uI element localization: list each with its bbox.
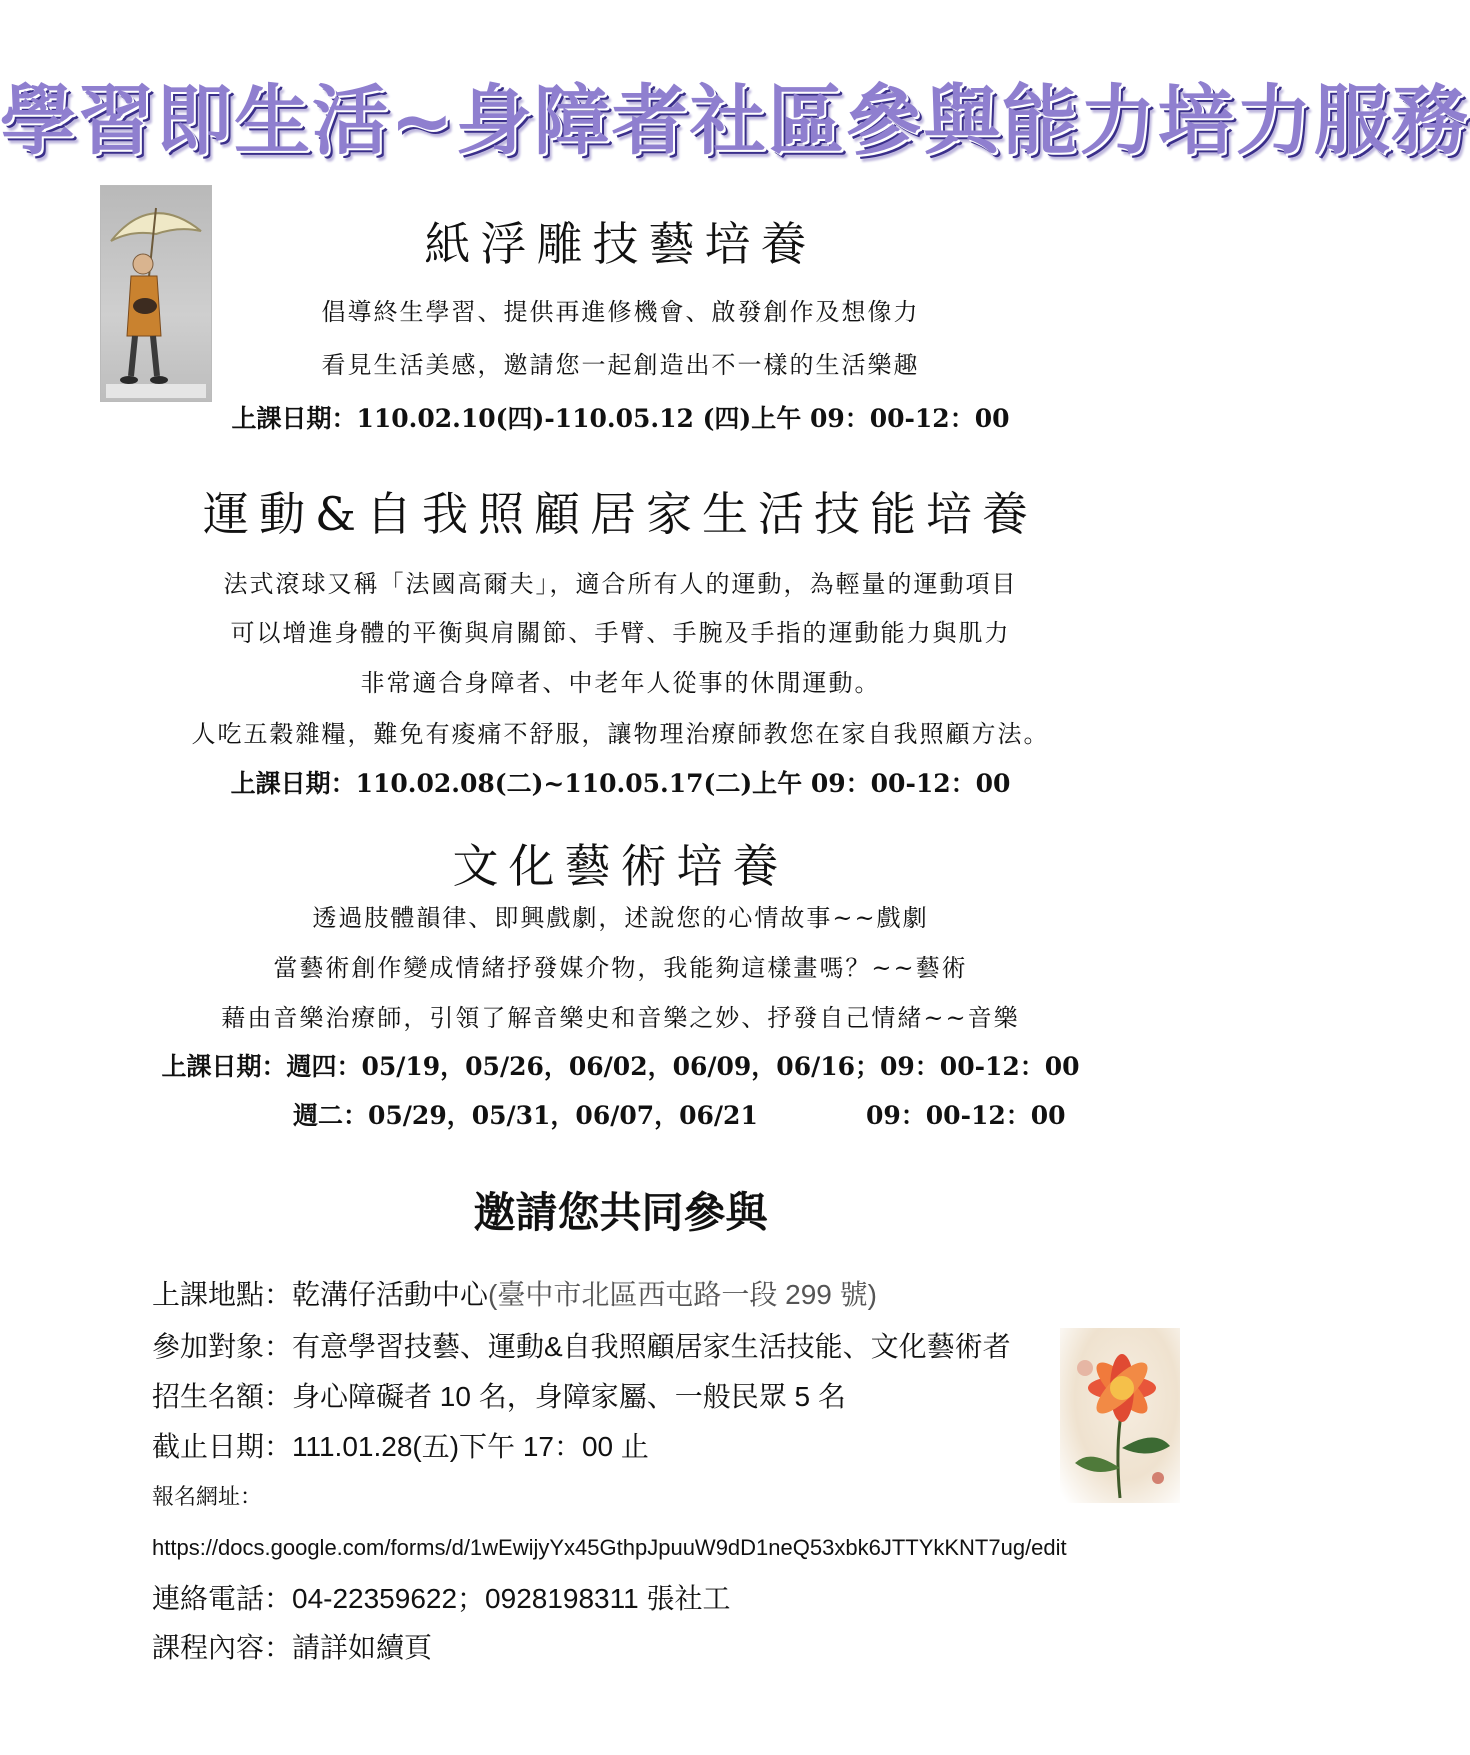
location-label: 上課地點：乾溝仔活動中心 bbox=[152, 1279, 489, 1310]
location-address: (臺中市北區西屯路一段 299 號) bbox=[488, 1279, 877, 1310]
section-date-time: 09：00-12：00 bbox=[866, 1101, 1066, 1130]
info-target: 參加對象：有意學習技藝、運動&自我照顧居家生活技能、文化藝術者 bbox=[152, 1331, 1011, 1362]
flower-image bbox=[1060, 1328, 1180, 1503]
section-text-line: 當藝術創作變成情緒抒發媒介物，我能夠這樣畫嗎？~~藝術 bbox=[273, 954, 968, 982]
section-text-line: 法式滾球又稱「法國高爾夫」，適合所有人的運動，為輕量的運動項目 bbox=[223, 570, 1018, 598]
section-date: 上課日期：週四：05/19，05/26，06/02，06/09，06/16；09：00-12：00 bbox=[161, 1052, 1080, 1081]
info-phone: 連絡電話：04-22359622；0928198311 張社工 bbox=[152, 1583, 731, 1614]
registration-link[interactable]: https://docs.google.com/forms/d/1wEwijyYx45GthpJpuuW9dD1neQ53xbk6JTTYkKNT7ug/edit bbox=[152, 1535, 1067, 1560]
section-text-line: 人吃五穀雜糧，難免有痠痛不舒服，讓物理治療師教您在家自我照顧方法。 bbox=[191, 720, 1050, 748]
section-title-paper-relief: 紙浮雕技藝培養 bbox=[424, 217, 817, 271]
page-title: 學習即生活~身障者社區參與能力培力服務 bbox=[0, 76, 1470, 165]
section-date: 上課日期：110.02.08(二)~110.05.17(二)上午 09：00-12：00 bbox=[230, 769, 1011, 798]
section-date-tuesday: 週二：05/29，05/31，06/07，06/21 bbox=[293, 1101, 758, 1130]
section-title-culture-arts: 文化藝術培養 bbox=[452, 839, 789, 893]
info-deadline: 截止日期：111.01.28(五)下午 17：00 止 bbox=[152, 1431, 649, 1462]
section-title-exercise-selfcare: 運動&自我照顧居家生活技能培養 bbox=[203, 487, 1038, 541]
section-text-line: 透過肢體韻律、即興戲劇，述說您的心情故事~~戲劇 bbox=[312, 904, 929, 932]
info-quota: 招生名額：身心障礙者 10 名，身障家屬、一般民眾 5 名 bbox=[152, 1381, 846, 1412]
info-url-label: 報名網址： bbox=[152, 1484, 263, 1509]
section-text-line: 非常適合身障者、中老年人從事的休閒運動。 bbox=[360, 669, 881, 697]
info-location bbox=[152, 1273, 877, 1313]
invite-heading: 邀請您共同參與 bbox=[473, 1188, 768, 1237]
section-date: 上課日期：110.02.10(四)-110.05.12 (四)上午 09：00-12：00 bbox=[231, 404, 1010, 433]
section-text-line: 藉由音樂治療師，引領了解音樂史和音樂之妙、抒發自己情緒~~音樂 bbox=[221, 1004, 1020, 1032]
info-content: 課程內容：請詳如續頁 bbox=[152, 1632, 433, 1663]
section-text-line: 倡導終生學習、提供再進修機會、啟發創作及想像力 bbox=[321, 298, 920, 326]
section-text-line: 可以增進身體的平衡與肩關節、手臂、手腕及手指的運動能力與肌力 bbox=[230, 619, 1011, 647]
section-text-line: 看見生活美感，邀請您一起創造出不一樣的生活樂趣 bbox=[321, 351, 920, 379]
